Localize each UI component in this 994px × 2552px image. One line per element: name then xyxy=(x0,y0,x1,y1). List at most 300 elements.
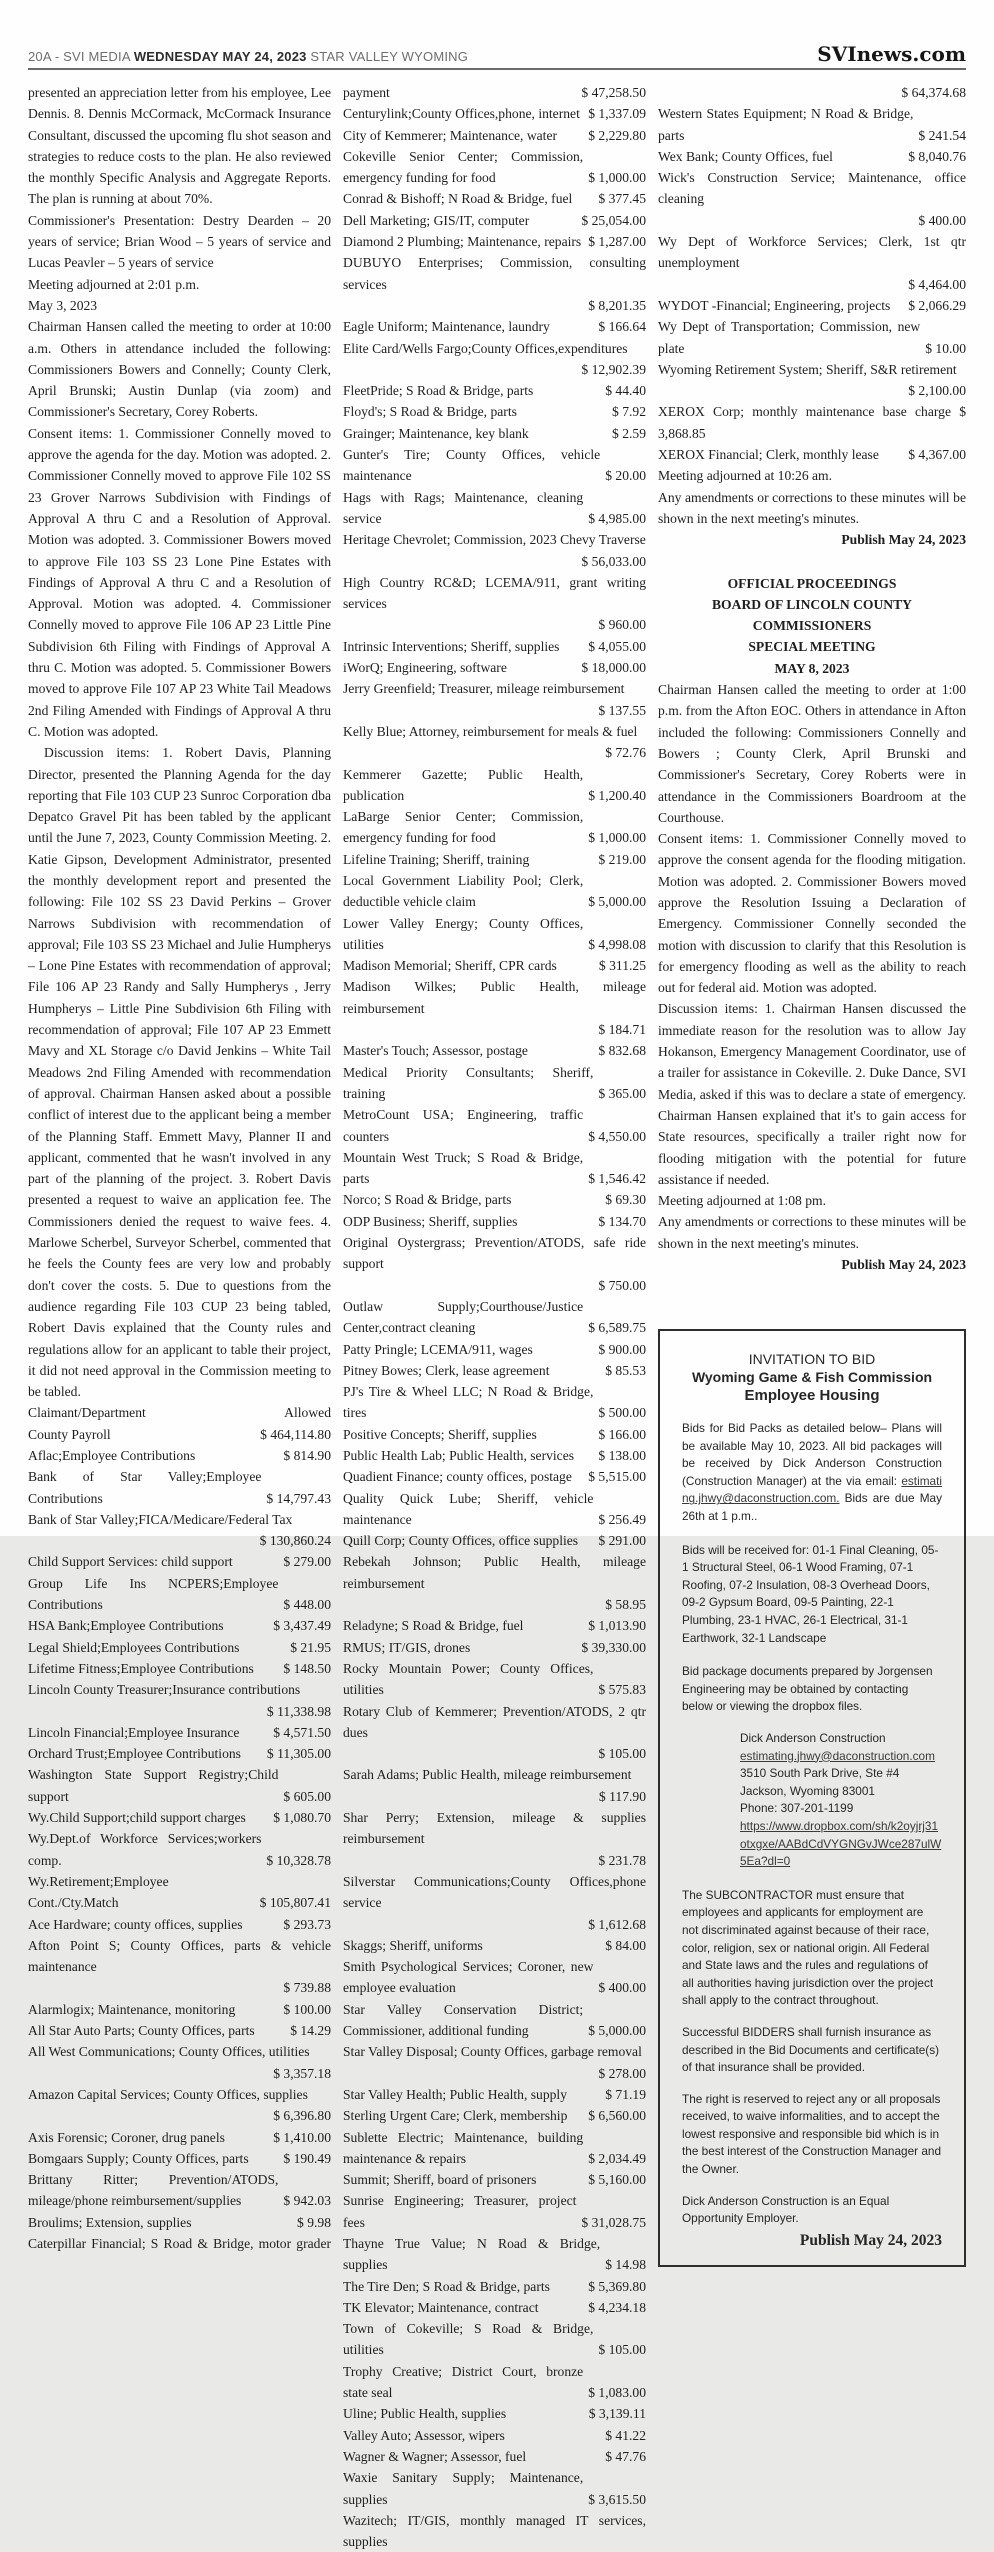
ledger-row xyxy=(343,2105,646,2126)
ledger-row xyxy=(343,1488,646,1531)
ledger-row xyxy=(343,2403,646,2424)
ledger-amount: $ 166.64 xyxy=(598,319,646,335)
ledger-amount: $ 4,571.50 xyxy=(273,1724,331,1740)
contact-line: 3510 South Park Drive, Ste #4 xyxy=(740,1766,900,1781)
ledger-row xyxy=(28,1445,331,1466)
ledger-name: iWorQ; Engineering, software xyxy=(343,660,507,676)
ledger-amount: $ 464,114.80 xyxy=(260,1426,331,1442)
ledger-amount: $ 1,337.09 xyxy=(588,106,646,122)
ledger-amount: $ 832.68 xyxy=(598,1043,646,1059)
ledger-name: Medical Priority Consultants; Sheriff, training xyxy=(343,1064,594,1101)
ledger-row xyxy=(343,2084,646,2105)
ledger-amount: $ 231.78 xyxy=(598,1852,646,1868)
ledger-row xyxy=(658,444,966,465)
paragraph: Meeting adjourned at 10:26 am. xyxy=(658,468,833,484)
ledger-name: XEROX Financial; Clerk, monthly lease xyxy=(658,447,879,463)
ledger-amount: $ 190.49 xyxy=(283,2150,331,2166)
ledger-name: Afton Point S; County Offices, parts & vehicle maintenance xyxy=(28,1937,331,1975)
ledger-amount: $ 4,234.18 xyxy=(588,2299,646,2315)
spacer xyxy=(682,1716,942,1730)
ledger-row xyxy=(343,2233,646,2276)
ledger-name: Town of Cokeville; S Road & Bridge, utilities xyxy=(343,2321,594,2358)
ledger-amount: $ 291.00 xyxy=(598,1533,646,1549)
ledger-row xyxy=(343,849,646,870)
ledger-name: Legal Shield;Employees Contributions xyxy=(28,1639,240,1655)
header-date: WEDNESDAY MAY 24, 2023 xyxy=(133,49,307,64)
ledger-row xyxy=(28,1658,331,1679)
ledger-name: Bomgaars Supply; County Offices, parts xyxy=(28,2150,249,2166)
spacer xyxy=(682,1647,942,1663)
ledger-amount: $ 1,287.00 xyxy=(588,234,646,250)
ledger-name: Diamond 2 Plumbing; Maintenance, repairs xyxy=(343,234,582,250)
ledger-name: Quill Corp; County Offices, office supplies xyxy=(343,1533,579,1549)
email-link[interactable]: estimating.jhwy@daconstruction.com xyxy=(740,1748,935,1763)
ledger-row xyxy=(343,806,646,849)
ledger-amount: $ 814.90 xyxy=(283,1448,331,1463)
ledger-row xyxy=(28,1637,331,1658)
ledger-row xyxy=(343,678,646,721)
ledger-amount: $ 58.95 xyxy=(605,1597,646,1613)
ledger-name: Local Government Liability Pool; Clerk, deductible vehicle claim xyxy=(343,872,584,910)
ledger-row xyxy=(28,1935,331,1999)
ledger-amount: $ 11,305.00 xyxy=(266,1746,331,1762)
ledger-row xyxy=(343,1339,646,1360)
paragraph: The SUBCONTRACTOR must ensure that employees and applicants for employment are not discriminated against because of their race, color, religion, sex or national origin. All Federal and State laws and the rules and regulations of all authorities having jurisdiction over the project shall apply to the contract throughout. xyxy=(682,1887,934,2008)
ledger-name: Sublette Electric; Maintenance, building maintenance & repairs xyxy=(343,2129,584,2166)
ledger-name: payment xyxy=(343,85,390,100)
header-page-label: 20A - SVI MEDIA xyxy=(28,49,130,64)
contact-line xyxy=(740,1818,942,1871)
ledger-name: Sunrise Engineering; Treasurer, project fees xyxy=(343,2193,577,2230)
header-left xyxy=(28,49,468,64)
ledger-name: Child Support Services: child support xyxy=(28,1554,233,1570)
ledger-row xyxy=(343,316,646,337)
ledger-row xyxy=(658,167,966,231)
ledger-amount: $ 605.00 xyxy=(283,1788,331,1804)
email-link[interactable]: estimating.jhwy@daconstruction.com. xyxy=(682,1473,942,1506)
ledger-amount: $ 365.00 xyxy=(598,1085,646,1101)
ledger-row xyxy=(343,188,646,209)
ledger-row xyxy=(343,82,646,103)
publish-line: Publish May 24, 2023 xyxy=(841,1257,966,1273)
ledger-row xyxy=(343,444,646,487)
ledger-amount: $ 6,396.80 xyxy=(273,2108,331,2124)
ledger-row xyxy=(343,2425,646,2446)
ledger-amount: $ 2.59 xyxy=(612,425,646,441)
ledger-name: Lifetime Fitness;Employee Contributions xyxy=(28,1660,254,1676)
paragraph: XEROX Corp; monthly maintenance base charge $ 3,868.85 xyxy=(658,404,966,441)
ledger-amount: $ 18,000.00 xyxy=(581,660,646,676)
text-run: Bids are due May 26th at 1 p.m.. xyxy=(682,1491,942,1524)
ledger-row xyxy=(343,1232,646,1296)
ledger-row xyxy=(343,1999,646,2042)
ledger-amount: $ 21.95 xyxy=(290,1639,331,1655)
ledger-amount: $ 8,201.35 xyxy=(588,297,646,313)
ledger-amount: $ 25,054.00 xyxy=(581,212,646,228)
ledger-name: Lincoln Financial;Employee Insurance xyxy=(28,1724,240,1740)
ledger-row xyxy=(28,1743,331,1764)
ledger-row xyxy=(343,529,646,572)
ledger-amount: $ 148.50 xyxy=(283,1660,331,1676)
ledger-name: Aflac;Employee Contributions xyxy=(28,1448,196,1463)
ledger-row xyxy=(28,2041,331,2084)
ledger-row xyxy=(658,359,966,402)
ledger-row xyxy=(343,2467,646,2510)
ledger-row xyxy=(343,913,646,956)
ledger-name: Star Valley Disposal; County Offices, garbage removal xyxy=(343,2044,642,2060)
ledger-amount: $ 400.00 xyxy=(918,212,966,228)
section-heading: OFFICIAL PROCEEDINGS xyxy=(727,575,897,591)
ledger-row xyxy=(343,2276,646,2297)
ledger-amount: $ 20.00 xyxy=(605,468,646,484)
paragraph: Commissioner's Presentation: Destry Dearden – 20 years of service; Brian Wood – 5 years of service and Lucas Peavler – 5 years of service xyxy=(28,212,331,271)
ledger-name: Wagner & Wagner; Assessor, fuel xyxy=(343,2448,527,2464)
ledger-row xyxy=(658,295,966,316)
publish-line: Publish May 24, 2023 xyxy=(799,2231,942,2249)
ledger-amount: $ 750.00 xyxy=(598,1277,646,1293)
ledger-name: Star Valley Conservation District; Commissioner, additional funding xyxy=(343,2001,584,2039)
page-header xyxy=(28,34,966,70)
ledger-name: Alarmlogix; Maintenance, monitoring xyxy=(28,2001,236,2017)
ledger-name: Skaggs; Sheriff, uniforms xyxy=(343,1937,483,1953)
text-run: Bids for Bid Packs as detailed below– Plans will be available May 10, 2023. All bid packages will be received by Dick Anderson Construction (Construction Manager) at the via email: xyxy=(682,1421,942,1488)
ledger-row xyxy=(343,487,646,530)
ledger-name: Master's Touch; Assessor, postage xyxy=(343,1043,528,1059)
ledger-row xyxy=(28,1466,331,1509)
ledger-row xyxy=(343,2361,646,2404)
ledger-amount: $ 2,100.00 xyxy=(908,383,966,399)
paragraph: Any amendments or corrections to these minutes will be shown in the next meeting's minutes. xyxy=(658,1214,966,1251)
ledger-amount: $ 448.00 xyxy=(283,1597,331,1613)
ledger-name: Mountain West Truck; S Road & Bridge, parts xyxy=(343,1149,584,1187)
ledger-amount: $ 1,410.00 xyxy=(273,2129,331,2145)
ledger-row xyxy=(28,1828,331,1871)
ledger-name: High Country RC&D; LCEMA/911, grant writing services xyxy=(343,574,646,612)
ledger-name: Centurylink;County Offices,phone, internet xyxy=(343,106,580,122)
ledger-row xyxy=(343,1935,646,1956)
contact-line xyxy=(740,1748,942,1766)
ledger-amount: $ 3,615.50 xyxy=(588,2491,646,2507)
bid-title: INVITATION TO BID xyxy=(748,1351,876,1368)
ledger-name: PJ's Tire & Wheel LLC; N Road & Bridge, tires xyxy=(343,1384,594,1421)
ledger-name: Madison Wilkes; Public Health, mileage reimbursement xyxy=(343,979,646,1016)
ledger-amount: $ 942.03 xyxy=(283,2193,331,2209)
ledger-name: Outlaw Supply;Courthouse/Justice Center,contract cleaning xyxy=(343,1298,584,1336)
ledger-row xyxy=(343,210,646,231)
ledger-name: RMUS; IT/GIS, drones xyxy=(343,1639,471,1655)
ledger-amount: $ 138.00 xyxy=(598,1448,646,1463)
ledger-amount: $ 84.00 xyxy=(605,1937,646,1953)
ledger-name: Orchard Trust;Employee Contributions xyxy=(28,1746,241,1762)
header-region: STAR VALLEY WYOMING xyxy=(310,49,469,64)
ledger-row xyxy=(28,1424,331,1445)
ledger-row xyxy=(343,1211,646,1232)
ledger-row xyxy=(28,2169,331,2212)
bid-subtitle: Employee Housing xyxy=(744,1386,880,1404)
ledger-name: Cokeville Senior Center; Commission, emergency funding for food xyxy=(343,148,584,186)
ledger-row xyxy=(343,1871,646,1935)
ledger-name: Wy.Child Support;child support charges xyxy=(28,1810,246,1826)
ledger-name: Lower Valley Energy; County Offices, utilities xyxy=(343,915,584,952)
ledger-amount: $ 1,080.70 xyxy=(273,1810,331,1826)
ledger-name: Brittany Ritter; Prevention/ATODS, mileage/phone reimbursement/supplies xyxy=(28,2172,279,2209)
spacer xyxy=(682,1404,942,1420)
ledger-name: FleetPride; S Road & Bridge, parts xyxy=(343,383,534,399)
section-heading: BOARD OF LINCOLN COUNTY COMMISSIONERS xyxy=(711,596,913,634)
ledger-name: ODP Business; Sheriff, supplies xyxy=(343,1213,518,1229)
spacer xyxy=(682,1871,942,1887)
section-heading: SPECIAL MEETING xyxy=(748,639,876,655)
ledger-name: County Payroll xyxy=(28,1426,111,1442)
ledger-row xyxy=(658,103,966,146)
ledger-amount: $ 105.00 xyxy=(598,2342,646,2358)
paragraph: The right is reserved to reject any or all proposals received, to waive informalities, and to accept the lowest responsive and responsible bid which is in the best interest of the Construction Manager and the Owner. xyxy=(682,2091,942,2177)
ledger-row xyxy=(343,764,646,807)
ledger-amount: $ 47.76 xyxy=(605,2448,646,2464)
ledger-amount: $ 5,369.80 xyxy=(588,2278,646,2294)
ledger-name: Broulims; Extension, supplies xyxy=(28,2214,192,2230)
ledger-name: Public Health Lab; Public Health, services xyxy=(343,1448,575,1463)
ledger-amount: $ 219.00 xyxy=(598,851,646,867)
ledger-row xyxy=(343,1615,646,1636)
ledger-amount: $ 4,055.00 xyxy=(588,638,646,654)
ledger-name: Kelly Blue; Attorney, reimbursement for meals & fuel xyxy=(343,723,638,739)
ledger-name: Positive Concepts; Sheriff, supplies xyxy=(343,1426,537,1442)
ledger-row xyxy=(343,657,646,678)
ledger-row xyxy=(343,1062,646,1105)
ledger-amount: $ 400.00 xyxy=(598,1980,646,1996)
ledger-row xyxy=(343,1551,646,1615)
dropbox-link[interactable]: https://www.dropbox.com/sh/k2oyjrj31otxgxe/AABdCdVYGNGvJWce287ulW5Ea?dl=0 xyxy=(740,1818,942,1869)
ledger-name: Rebekah Johnson; Public Health, mileage reimbursement xyxy=(343,1554,646,1591)
ledger-row xyxy=(343,721,646,764)
ledger-amount: $ 5,000.00 xyxy=(588,2023,646,2039)
ledger-name: Wex Bank; County Offices, fuel xyxy=(658,148,833,164)
ledger-name: Summit; Sheriff, board of prisoners xyxy=(343,2172,537,2188)
paragraph: Caterpillar Financial; S Road & Bridge, motor grader xyxy=(28,2235,331,2251)
ledger-name: Silverstar Communications;County Offices,phone service xyxy=(343,1873,646,1911)
ledger-row xyxy=(343,2297,646,2318)
paragraph: Meeting adjourned at 2:01 p.m. xyxy=(28,276,200,292)
ledger-name: Smith Psychological Services; Coroner, new employee evaluation xyxy=(343,1959,594,1996)
ledger-row xyxy=(343,1658,646,1701)
ledger-row xyxy=(343,1040,646,1061)
ledger-amount: $ 64,374.68 xyxy=(901,85,966,100)
ledger-row xyxy=(343,2190,646,2233)
ledger-row xyxy=(343,2127,646,2170)
ledger-amount: $ 311.25 xyxy=(598,958,646,974)
ledger-amount: $ 137.55 xyxy=(598,702,646,718)
ledger-amount: $ 4,367.00 xyxy=(908,447,966,463)
ledger-amount: $ 14.98 xyxy=(605,2257,646,2273)
ledger-name: Thayne True Value; N Road & Bridge, supplies xyxy=(343,2235,601,2273)
ledger-row xyxy=(343,231,646,252)
ledger-row xyxy=(343,338,646,381)
ledger-amount: $ 10.00 xyxy=(925,340,966,356)
ledger-name: Rocky Mountain Power; County Offices, utilities xyxy=(343,1660,594,1698)
ledger-row xyxy=(28,2127,331,2148)
ledger-name: Uline; Public Health, supplies xyxy=(343,2406,507,2422)
ledger-row xyxy=(343,1424,646,1445)
ledger-name: City of Kemmerer; Maintenance, water xyxy=(343,127,558,143)
ledger-amount: $ 739.88 xyxy=(283,1980,331,1996)
ledger-amount: $ 1,612.68 xyxy=(588,1916,646,1932)
ledger-name: Grainger; Maintenance, key blank xyxy=(343,425,529,441)
ledger-row xyxy=(343,976,646,1040)
ledger-row xyxy=(343,2446,646,2467)
ledger-row xyxy=(343,1466,646,1487)
ledger-row xyxy=(28,2212,331,2233)
publish-line: Publish May 24, 2023 xyxy=(841,532,966,548)
ledger-row xyxy=(28,2084,331,2127)
ledger-amount: $ 575.83 xyxy=(598,1682,646,1698)
paragraph: Discussion items: 1. Robert Davis, Planning Director, presented the Planning Agenda for the day reporting that File 103 CUP 23 Sunroc Corporation dba Depatco Gravel Pit has been tabled by the applicant until the June 7, 2023, County Commission Meeting. 2. Katie Gipson, Development Administrator, presented the monthly development report and presented the following: File 102 SS 23 David Perkins – Grover Narrows Subdivision with recommendation of approval; File 103 SS 23 Michael and Julie Humpherys – Lone Pine Estates with recommendation of approval; File 106 AP 23 Randy and Sally Humpherys , Jerry Humpherys – Little Pine Subdivision 6th Filing with recommendation of approval; File 107 AP 23 Emmett Mavy and XL Storage c/o David Jenkins – White Tail Meadows 2nd Filing Amended with recommendation of approval. Chairman Hansen asked about a possible conflict of interest due to the applicant being a member of the Planning Staff. Emmett Mavy, Planner II and applicant, commented that he wasn't involved in any part of the planning of the project. 3. Robert Davis presented a request to waive an application fee. The Commissioners denied the request to waive fees. 4. Marlowe Scherbel, Surveyor Scherbel, commented that he feels the County fees are very low and probably don't cover the costs. 5. Due to questions from the audience regarding File 103 CUP 23 being tabled, Robert Davis explained that the County rules and regulations allow for an applicant to table their project, it did not need approval in the Commission meeting to be tabled. xyxy=(28,745,331,1400)
ledger-name: Jerry Greenfield; Treasurer, mileage reimbursement xyxy=(343,681,625,697)
content-columns xyxy=(28,82,966,2552)
ledger-amount: $ 2,066.29 xyxy=(908,297,966,313)
header-site: SVInews.com xyxy=(817,42,966,66)
ledger-row xyxy=(343,870,646,913)
ledger-name: MetroCount USA; Engineering, traffic counters xyxy=(343,1107,584,1144)
spacer xyxy=(682,2179,942,2193)
ledger-amount: $ 4,998.08 xyxy=(588,936,646,952)
ledger-row xyxy=(343,1296,646,1339)
ledger-amount: $ 256.49 xyxy=(598,1511,646,1527)
ledger-row xyxy=(343,1381,646,1424)
ledger-amount: $ 1,200.40 xyxy=(588,787,646,803)
ledger-amount: $ 1,083.00 xyxy=(588,2385,646,2401)
ledger-name: Lincoln County Treasurer;Insurance contributions xyxy=(28,1682,301,1698)
ledger-amount: $ 2,229.80 xyxy=(588,127,646,143)
ledger-amount: $ 900.00 xyxy=(598,1341,646,1357)
ledger-row xyxy=(343,1104,646,1147)
ledger-row xyxy=(658,316,966,359)
ledger-amount: $ 14.29 xyxy=(290,2023,331,2039)
ledger-row xyxy=(28,1871,331,1914)
ledger-name: Madison Memorial; Sheriff, CPR cards xyxy=(343,958,557,974)
ledger-row xyxy=(343,1956,646,1999)
ledger-name: LaBarge Senior Center; Commission, emergency funding for food xyxy=(343,809,584,846)
paragraph xyxy=(682,1420,942,1526)
ledger-name: Quadient Finance; county offices, postage xyxy=(343,1469,572,1485)
ledger-amount: $ 500.00 xyxy=(598,1405,646,1421)
column-1 xyxy=(28,82,331,2552)
ledger-amount: $ 5,000.00 xyxy=(588,894,646,910)
ledger-row xyxy=(343,1764,646,1807)
ledger-name: Claimant/Department xyxy=(28,1405,146,1421)
ledger-amount: $ 6,589.75 xyxy=(588,1320,646,1336)
ledger-amount: $ 31,028.75 xyxy=(581,2214,646,2230)
ledger-amount: $ 1,000.00 xyxy=(588,170,646,186)
ledger-name: Bank of Star Valley;Employee Contributions xyxy=(28,1469,262,1506)
paragraph: Consent items: 1. Commissioner Connelly moved to approve the agenda for the day. Motion was adopted. 2. Commissioner Connelly moved to approve File 102 SS 23 Grover Narrows Subdivision with Findings of Approval A thru C and a Resolution of Approval. Motion was adopted. 3. Commissioner Bowers moved to approve File 103 SS 23 Lone Pine Estates with Findings of Approval A thru C and a Resolution of Approval. Motion was adopted. 4. Commissioner Connelly moved to approve File 106 AP 23 Little Pine Subdivision 6th Filing with Findings of Approval A thru C. Motion was adopted. 5. Commissioner Bowers moved to approve File 107 AP 23 White Tail Meadows 2nd Filing Amended with Findings of Approval A thru C. Motion was adopted. xyxy=(28,425,331,739)
ledger-row xyxy=(28,2020,331,2041)
ledger-row xyxy=(343,1637,646,1658)
ledger-amount: $ 47,258.50 xyxy=(581,85,646,100)
ledger-amount: $ 105.00 xyxy=(598,1746,646,1762)
ledger-row xyxy=(343,955,646,976)
paragraph: Bid package documents prepared by Jorgensen Engineering may be obtained by contacting below or viewing the dropbox files. xyxy=(682,1664,933,1714)
ledger-row xyxy=(28,1764,331,1807)
ledger-row xyxy=(343,636,646,657)
ledger-name: Bank of Star Valley;FICA/Medicare/Federal Tax xyxy=(28,1511,293,1527)
ledger-row xyxy=(343,252,646,316)
ledger-row xyxy=(28,1679,331,1722)
ledger-row xyxy=(28,1509,331,1552)
ledger-name: Reladyne; S Road & Bridge, fuel xyxy=(343,1618,524,1634)
ledger-name: Shar Perry; Extension, mileage & supplies reimbursement xyxy=(343,1810,646,1847)
ledger-amount: $ 41.22 xyxy=(605,2427,646,2443)
ledger-row xyxy=(658,146,966,167)
ledger-amount: $ 6,560.00 xyxy=(588,2108,646,2124)
ledger-row xyxy=(343,125,646,146)
ledger-name: DUBUYO Enterprises; Commission, consulting services xyxy=(343,255,646,292)
section-heading: MAY 8, 2023 xyxy=(774,660,850,676)
ledger-amount: $ 4,464.00 xyxy=(908,276,966,292)
ledger-row xyxy=(343,1530,646,1551)
ledger-amount: $ 130,860.24 xyxy=(259,1533,331,1549)
ledger-name: Wy.Dept.of Workforce Services;workers comp. xyxy=(28,1831,262,1868)
ledger-name: Group Life Ins NCPERS;Employee Contributions xyxy=(28,1575,279,1613)
ledger-row xyxy=(343,2041,646,2084)
ledger-amount: $ 278.00 xyxy=(598,2065,646,2081)
ledger-amount: $ 134.70 xyxy=(598,1213,646,1229)
ledger-name: Patty Pringle; LCEMA/911, wages xyxy=(343,1341,533,1357)
spacer xyxy=(682,1526,942,1542)
ledger-name: Western States Equipment; N Road & Bridge, parts xyxy=(658,106,914,143)
ledger-amount: $ 4,550.00 xyxy=(588,1128,646,1144)
ledger-amount: $ 71.19 xyxy=(605,2086,646,2102)
ledger-name: Sarah Adams; Public Health, mileage reimbursement xyxy=(343,1767,632,1783)
ledger-name: Kemmerer Gazette; Public Health, publication xyxy=(343,766,584,803)
paragraph: Discussion items: 1. Chairman Hansen discussed the immediate reason for the resolution was to allow Jay Hokanson, Emergency Management Coordinator, use of a trailer for assistance in Cokeville. 2. Duke Dance, SVI Media, asked if this was to declare a state of emergency. Chairman Hansen explained that it's to gain access for State resources, specifically a trailer right now for flooding mitigation with the potential for future assistance if needed. xyxy=(658,1001,966,1187)
ledger-row xyxy=(28,1999,331,2020)
ledger-amount: $ 3,139.11 xyxy=(588,2406,646,2422)
ledger-row xyxy=(28,1573,331,1616)
ledger-row xyxy=(343,103,646,124)
ledger-name: The Tire Den; S Road & Bridge, parts xyxy=(343,2278,550,2294)
ledger-amount: $ 69.30 xyxy=(605,1192,646,1208)
ledger-row xyxy=(343,1807,646,1871)
ledger-amount: $ 3,437.49 xyxy=(273,1618,331,1634)
ledger-row xyxy=(343,146,646,189)
ledger-name: All Star Auto Parts; County Offices, parts xyxy=(28,2023,255,2039)
ledger-amount: $ 241.54 xyxy=(918,127,966,143)
ledger-name: Conrad & Bishoff; N Road & Bridge, fuel xyxy=(343,191,573,207)
ledger-row xyxy=(658,231,966,295)
paragraph: May 3, 2023 xyxy=(28,297,98,313)
ledger-name: All West Communications; County Offices, utilities xyxy=(28,2044,310,2060)
spacer xyxy=(682,2010,942,2024)
ledger-amount: $ 1,013.90 xyxy=(588,1618,646,1634)
ledger-amount: $ 2,034.49 xyxy=(588,2150,646,2166)
ledger-name: Wy Dept of Transportation; Commission, new plate xyxy=(658,319,921,356)
ledger-name: Axis Forensic; Coroner, drug panels xyxy=(28,2129,225,2145)
ledger-amount: $ 39,330.00 xyxy=(581,1639,646,1655)
spacer xyxy=(682,2077,942,2091)
ledger-name: Wyoming Retirement System; Sheriff, S&R retirement xyxy=(658,361,957,377)
ledger-name: Heritage Chevrolet; Commission, 2023 Chevy Traverse xyxy=(343,532,646,548)
ledger-name: Ace Hardware; county offices, supplies xyxy=(28,1916,243,1932)
ledger-amount: $ 166.00 xyxy=(598,1426,646,1442)
ledger-name: Rotary Club of Kemmerer; Prevention/ATODS, 2 qtr dues xyxy=(343,1703,646,1740)
ledger-name: Waxie Sanitary Supply; Maintenance, supplies xyxy=(343,2470,584,2507)
ledger-row xyxy=(343,401,646,422)
ledger-amount: $ 105,807.41 xyxy=(259,1895,331,1911)
ledger-amount: $ 1,000.00 xyxy=(588,830,646,846)
ledger-amount: $ 279.00 xyxy=(283,1554,331,1570)
paragraph: Successful BIDDERS shall furnish insurance as described in the Bid Documents and certificate(s) of that insurance shall be provided. xyxy=(682,2024,940,2075)
